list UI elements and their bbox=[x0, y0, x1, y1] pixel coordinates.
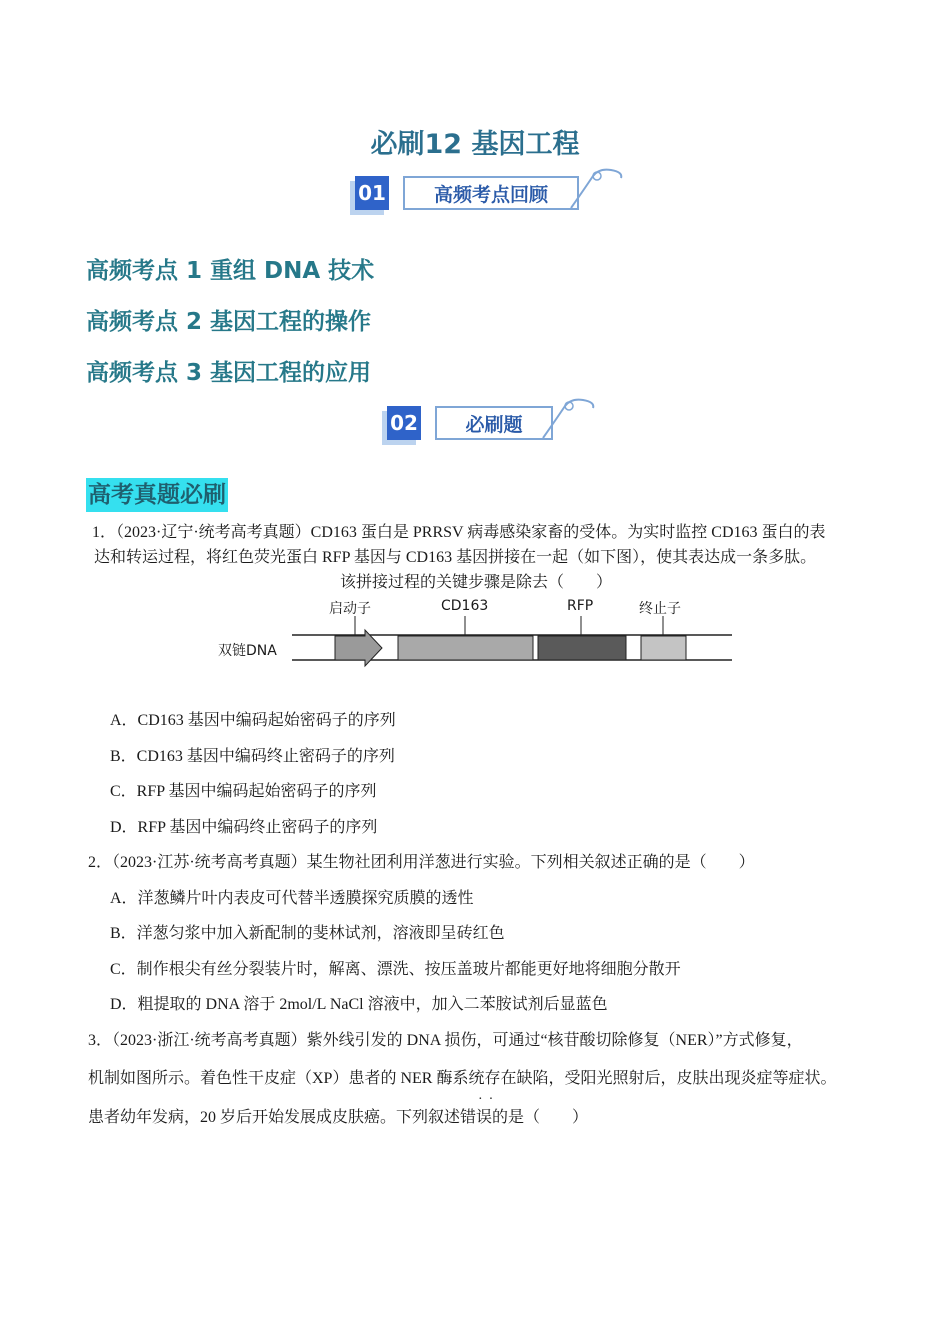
q1-option-b: B．CD163 基因中编码终止密码子的序列 bbox=[110, 748, 395, 765]
q1-stem-line2: 达和转运过程，将红色荧光蛋白 RFP 基因与 CD163 基因拼接在一起（如下图），使其表达成一条多肽。 bbox=[94, 549, 817, 566]
emphasis-dots: ·· bbox=[478, 1092, 500, 1107]
q2-stem: 2．（2023·江苏·统考高考真题）某生物社团利用洋葱进行实验。下列相关叙述正确的是（ ） bbox=[88, 854, 755, 871]
dna-label: 双链DNA bbox=[218, 643, 277, 659]
page-title: 必刷12 基因工程 bbox=[370, 129, 580, 160]
badge-practice bbox=[387, 406, 577, 456]
q2-option-c: C．制作根尖有丝分裂装片时，解离、漂洗、按压盖玻片都能更好地将细胞分散开 bbox=[110, 961, 681, 978]
q3-stem-line2: 机制如图所示。着色性干皮症（XP）患者的 NER 酶系统存在缺陷，受阳光照射后，皮肤出现炎症等症状。 bbox=[88, 1070, 837, 1087]
q1-option-a: A．CD163 基因中编码起始密码子的序列 bbox=[110, 712, 396, 729]
q2-option-d: D．粗提取的 DNA 溶于 2mol/L NaCl 溶液中，加入二苯胺试剂后显蓝色 bbox=[110, 996, 608, 1013]
q3-stem-line1: 3．（2023·浙江·统考高考真题）紫外线引发的 DNA 损伤，可通过“核苷酸切除修复（NER）”方式修复， bbox=[88, 1032, 803, 1049]
terminator-segment bbox=[641, 636, 686, 660]
q2-option-b: B．洋葱匀浆中加入新配制的斐林试剂，溶液即呈砖红色 bbox=[110, 925, 505, 942]
section-title: 高考真题必刷 bbox=[86, 478, 228, 512]
key-point-2: 高频考点 2 基因工程的操作 bbox=[86, 309, 372, 335]
swirl-decoration-icon bbox=[565, 168, 625, 212]
cd163-label: CD163 bbox=[441, 598, 489, 614]
terminator-label: 终止子 bbox=[639, 601, 681, 617]
rfp-segment bbox=[538, 636, 626, 660]
q2-option-a: A．洋葱鳞片叶内表皮可代替半透膜探究质膜的透性 bbox=[110, 890, 474, 907]
key-point-3: 高频考点 3 基因工程的应用 bbox=[86, 360, 372, 386]
badge-label: 必刷题 bbox=[435, 406, 553, 440]
q1-option-c: C．RFP 基因中编码起始密码子的序列 bbox=[110, 783, 377, 800]
badge-number: 01 bbox=[355, 176, 389, 210]
swirl-decoration-icon bbox=[537, 398, 597, 442]
badge-number: 02 bbox=[387, 406, 421, 440]
key-point-1: 高频考点 1 重组 DNA 技术 bbox=[86, 258, 375, 284]
q3-stem-line3: 患者幼年发病，20 岁后开始发展成皮肤癌。下列叙述错误的是（ ） bbox=[88, 1109, 589, 1126]
cd163-segment bbox=[398, 636, 533, 660]
rfp-label: RFP bbox=[567, 598, 594, 614]
q1-option-d: D．RFP 基因中编码终止密码子的序列 bbox=[110, 819, 378, 836]
promoter-label: 启动子 bbox=[329, 601, 371, 617]
q1-stem-line3: 该拼接过程的关键步骤是除去（ ） bbox=[340, 574, 613, 591]
q1-stem-line1: 1．（2023·辽宁·统考高考真题）CD163 蛋白是 PRRSV 病毒感染家畜的受体。为实时监控 CD163 蛋白的表 bbox=[92, 524, 826, 541]
dna-figure bbox=[210, 596, 740, 676]
badge-review bbox=[355, 176, 615, 226]
badge-label: 高频考点回顾 bbox=[403, 176, 579, 210]
